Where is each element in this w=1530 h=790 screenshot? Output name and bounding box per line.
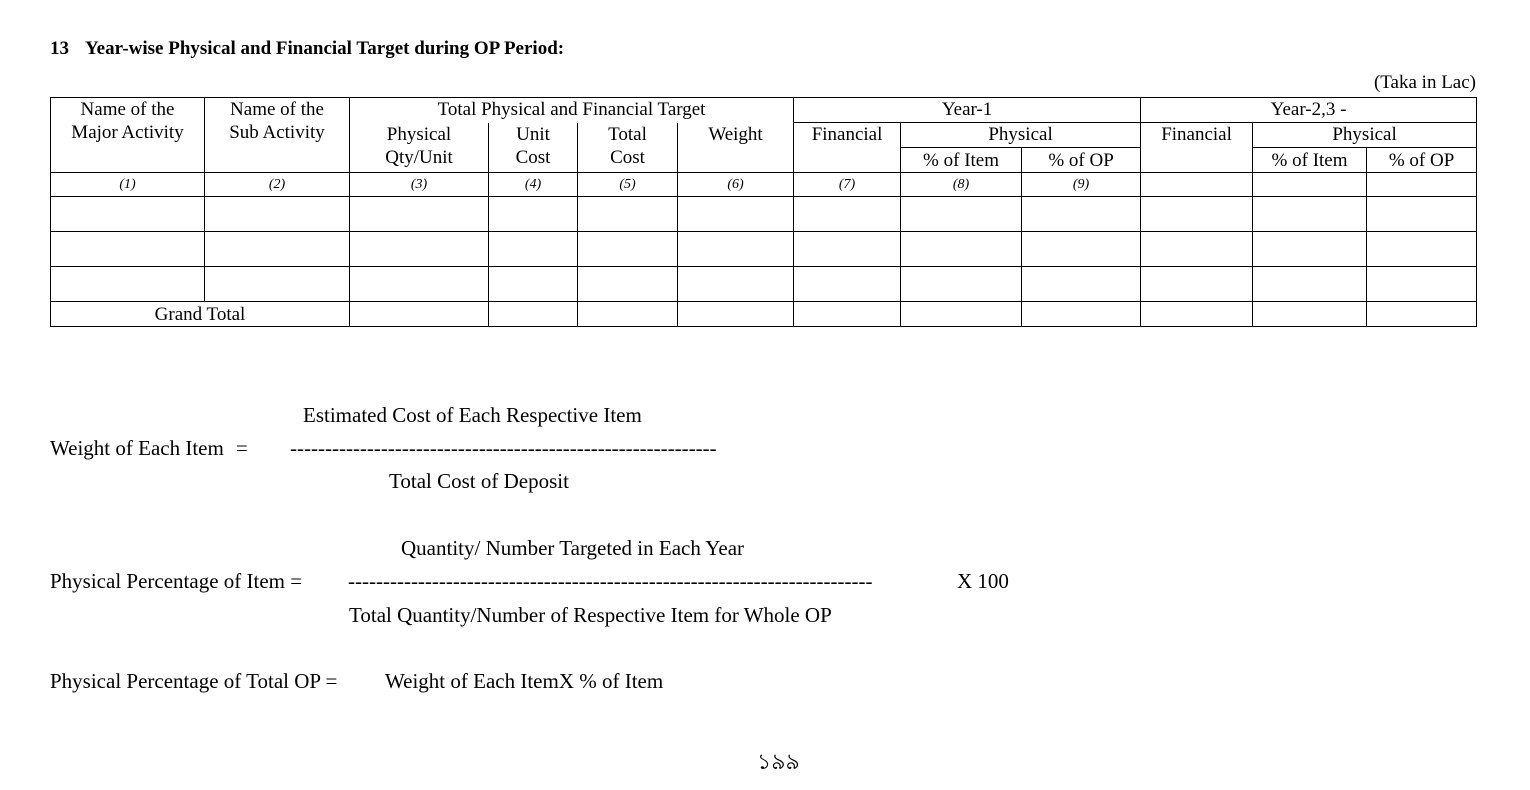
col-number-3: (3) (350, 173, 489, 197)
col-number-10 (1141, 173, 1253, 197)
header-total-target: Total Physical and Financial Target (350, 98, 794, 123)
table-row (51, 232, 1477, 267)
header-year1-financial: Financial (794, 123, 901, 173)
weight-formula-lhs: Weight of Each Item = (50, 436, 248, 460)
pct-op-formula-lhs: Physical Percentage of Total OP = (50, 669, 338, 693)
grand-total-row (51, 302, 1477, 327)
col-number-8: (8) (901, 173, 1022, 197)
table-row (51, 197, 1477, 232)
weight-formula-denominator: Total Cost of Deposit (389, 469, 569, 493)
col-number-1: (1) (51, 173, 205, 197)
header-year23-physical: Physical (1253, 123, 1477, 148)
col-number-4: (4) (489, 173, 578, 197)
col-number-2: (2) (205, 173, 350, 197)
table-row (51, 267, 1477, 302)
header-year1-pct-op: % of OP (1022, 148, 1141, 173)
header-year1-pct-item: % of Item (901, 148, 1022, 173)
header-total-cost: Total Cost (578, 123, 678, 173)
header-physical-qty: Physical Qty/Unit (350, 123, 489, 173)
header-unit-cost: Unit Cost (489, 123, 578, 173)
section-title: Year-wise Physical and Financial Target during OP Period: (85, 38, 565, 59)
header-sub-activity: Name of the Sub Activity (205, 98, 350, 173)
pct-item-formula-numerator: Quantity/ Number Targeted in Each Year (401, 536, 745, 560)
col-number-6: (6) (678, 173, 794, 197)
header-major-activity: Name of the Major Activity (51, 98, 205, 173)
header-year23-pct-item: % of Item (1253, 148, 1367, 173)
column-number-row (51, 173, 1477, 197)
currency-unit-note: (Taka in Lac) (1373, 72, 1476, 93)
weight-formula-fraction-line: ------------------------------------------------------------- (290, 436, 717, 460)
header-year23-financial: Financial (1141, 123, 1253, 173)
header-weight: Weight (678, 123, 794, 173)
col-number-11 (1253, 173, 1367, 197)
col-number-5: (5) (578, 173, 678, 197)
grand-total-label: Grand Total (51, 302, 350, 327)
section-number: 13 (50, 38, 69, 59)
weight-formula-numerator: Estimated Cost of Each Respective Item (303, 403, 642, 427)
section-heading (50, 38, 564, 60)
header-year1-physical: Physical (901, 123, 1141, 148)
header-year23: Year-2,3 - (1141, 98, 1477, 123)
header-year1: Year-1 (794, 98, 1141, 123)
col-number-9: (9) (1022, 173, 1141, 197)
pct-op-formula-rhs: Weight of Each ItemX % of Item (385, 669, 664, 693)
header-year23-pct-op: % of OP (1367, 148, 1477, 173)
target-table (50, 97, 1477, 327)
col-number-7: (7) (794, 173, 901, 197)
col-number-12 (1367, 173, 1477, 197)
pct-item-formula-denominator: Total Quantity/Number of Respective Item for Whole OP (349, 603, 832, 627)
pct-item-formula-lhs: Physical Percentage of Item = (50, 569, 303, 593)
pct-item-formula-fraction-line: --------------------------------------------------------------------------- (348, 569, 873, 593)
page-number: ১৯৯ (757, 750, 800, 775)
pct-item-formula-multiplier: X 100 (957, 569, 1009, 593)
